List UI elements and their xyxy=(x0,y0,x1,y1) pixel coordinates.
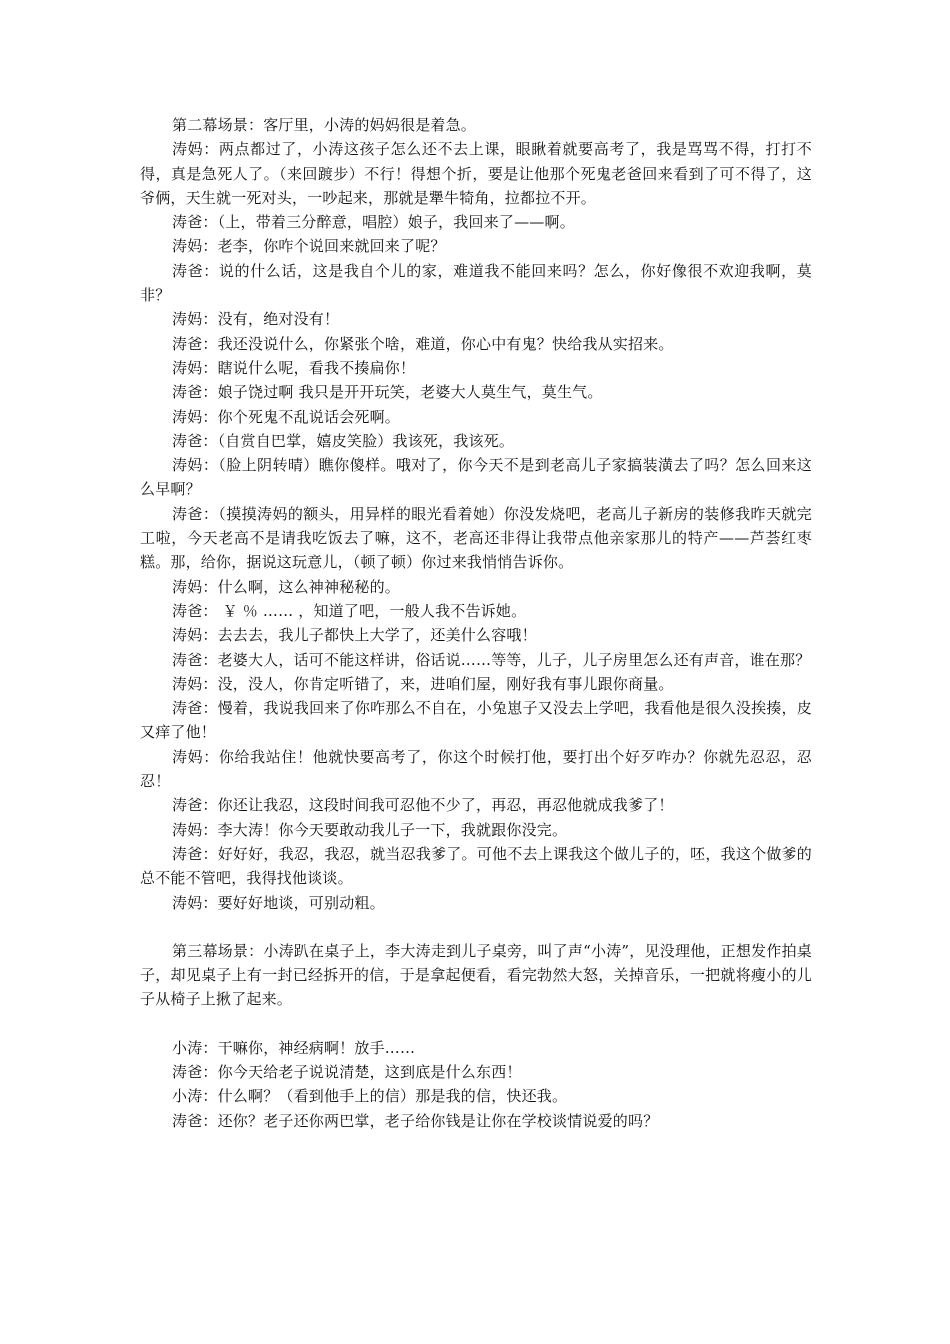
dialogue-line: 涛爸：好好好，我忍，我忍，就当忍我爹了。可他不去上课我这个做儿子的，呸，我这个做爹的总不能不管吧，我得找他谈谈。 xyxy=(140,844,812,888)
dialogue-line: 涛爸：老婆大人，话可不能这样讲，俗话说……等等，儿子，儿子房里怎么还有声音，谁在那？ xyxy=(172,650,811,669)
dialogue-line: 涛爸：还你？老子还你两巴掌，老子给你钱是让你在学校谈情说爱的吗？ xyxy=(172,1111,659,1130)
dialogue-line: 涛爸：慢着，我说我回来了你咋那么不自在，小兔崽子又没去上学吧，我看他是很久没挨揍，皮又痒了他！ xyxy=(140,699,812,742)
dialogue-line: 涛爸：（自赏自巴掌，嬉皮笑脸）我该死，我该死。 xyxy=(172,431,515,450)
dialogue-line: 涛爸：（摸摸涛妈的额头，用异样的眼光看着她）你没发烧吧，老高儿子新房的装修我昨天就完工啦，今天老高不是请我吃饭去了嘛，这不，老高还非得让我带点他亲家那儿的特产——芦荟红枣糕。那，给你，据说这玩意儿，（顿了顿）你过来我悄悄告诉你。 xyxy=(140,504,812,572)
dialogue-line: 涛妈：什么啊，这么神神秘秘的。 xyxy=(172,577,401,596)
dialogue-line: 涛妈：你个死鬼不乱说话会死啊。 xyxy=(172,407,401,426)
section-gap xyxy=(140,915,812,939)
dialogue-line: 小涛：什么啊？（看到他手上的信）那是我的信，快还我。 xyxy=(172,1087,568,1106)
dialogue-line: 涛妈：瞎说什么呢，看我不揍扁你！ xyxy=(172,358,416,377)
dialogue-line: 涛妈：你给我站住！他就快要高考了，你这个时候打他，要打出个好歹咋办？你就先忍忍，忍忍！ xyxy=(140,747,812,791)
dialogue-line: 涛爸：你还让我忍，这段时间我可忍他不少了，再忍，再忍他就成我爹了！ xyxy=(172,796,674,815)
dialogue-line: 涛爸：说的什么话，这是我自个儿的家，难道我不能回来吗？怎么，你好像很不欢迎我啊，莫非？ xyxy=(140,261,812,305)
dialogue-line: 涛爸：（上，带着三分醉意，唱腔）娘子，我回来了——啊。 xyxy=(172,213,575,232)
script-page xyxy=(140,113,812,1133)
dialogue-line: 涛爸：我还没说什么，你紧张个啥，难道，你心中有鬼？快给我从实招来。 xyxy=(172,334,674,353)
dialogue-line: 涛妈：两点都过了，小涛这孩子怎么还不去上课，眼瞅着就要高考了，我是骂骂不得，打打不得，真是急死人了。（来回踱步）不行！得想个折，要是让他那个死鬼老爸回来看到了可不得了，这爷俩，天生就一死对头，一吵起来，那就是犟牛犄角，拉都拉不开。 xyxy=(140,140,812,207)
dialogue-line: 涛爸：娘子饶过啊 我只是开开玩笑，老婆大人莫生气，莫生气。 xyxy=(172,383,603,402)
dialogue-line: 涛妈：去去去，我儿子都快上大学了，还美什么容哦！ xyxy=(172,626,537,645)
dialogue-line: 涛爸：你今天给老子说说清楚，这到底是什么东西！ xyxy=(172,1062,522,1081)
dialogue-line: 涛妈：（脸上阴转晴）瞧你傻样。哦对了，你今天不是到老高儿子家搞装潢去了吗？怎么回来这么早啊？ xyxy=(140,456,812,499)
dialogue-line: 涛妈：李大涛！你今天要敢动我儿子一下，我就跟你没完。 xyxy=(172,820,568,839)
dialogue-line: 涛妈：老李，你咋个说回来就回来了呢？ xyxy=(172,237,446,256)
dialogue-line: 小涛：干嘛你，神经病啊！放手…… xyxy=(172,1038,416,1057)
scene2-intro: 第二幕场景：客厅里，小涛的妈妈很是着急。 xyxy=(172,116,477,134)
dialogue-line: 涛妈：没有，绝对没有！ xyxy=(172,310,340,329)
dialogue-line: 涛妈：要好好地谈，可别动粗。 xyxy=(172,893,385,912)
scene3-intro: 第三幕场景：小涛趴在桌子上，李大涛走到儿子桌旁，叫了声“小涛”，见没理他，正想发作拍桌子，却见桌子上有一封已经拆开的信，于是拿起便看，看完勃然大怒，关掉音乐，一把就将瘦小的儿子从椅子上揪了起来。 xyxy=(140,941,812,1009)
dialogue-line: 涛妈：没，没人，你肯定听错了，来，进咱们屋，刚好我有事儿跟你商量。 xyxy=(172,674,674,693)
section-gap xyxy=(140,1012,812,1036)
dialogue-line: 涛爸： ￥ ％ …… ，知道了吧，一般人我不告诉她。 xyxy=(172,601,527,620)
